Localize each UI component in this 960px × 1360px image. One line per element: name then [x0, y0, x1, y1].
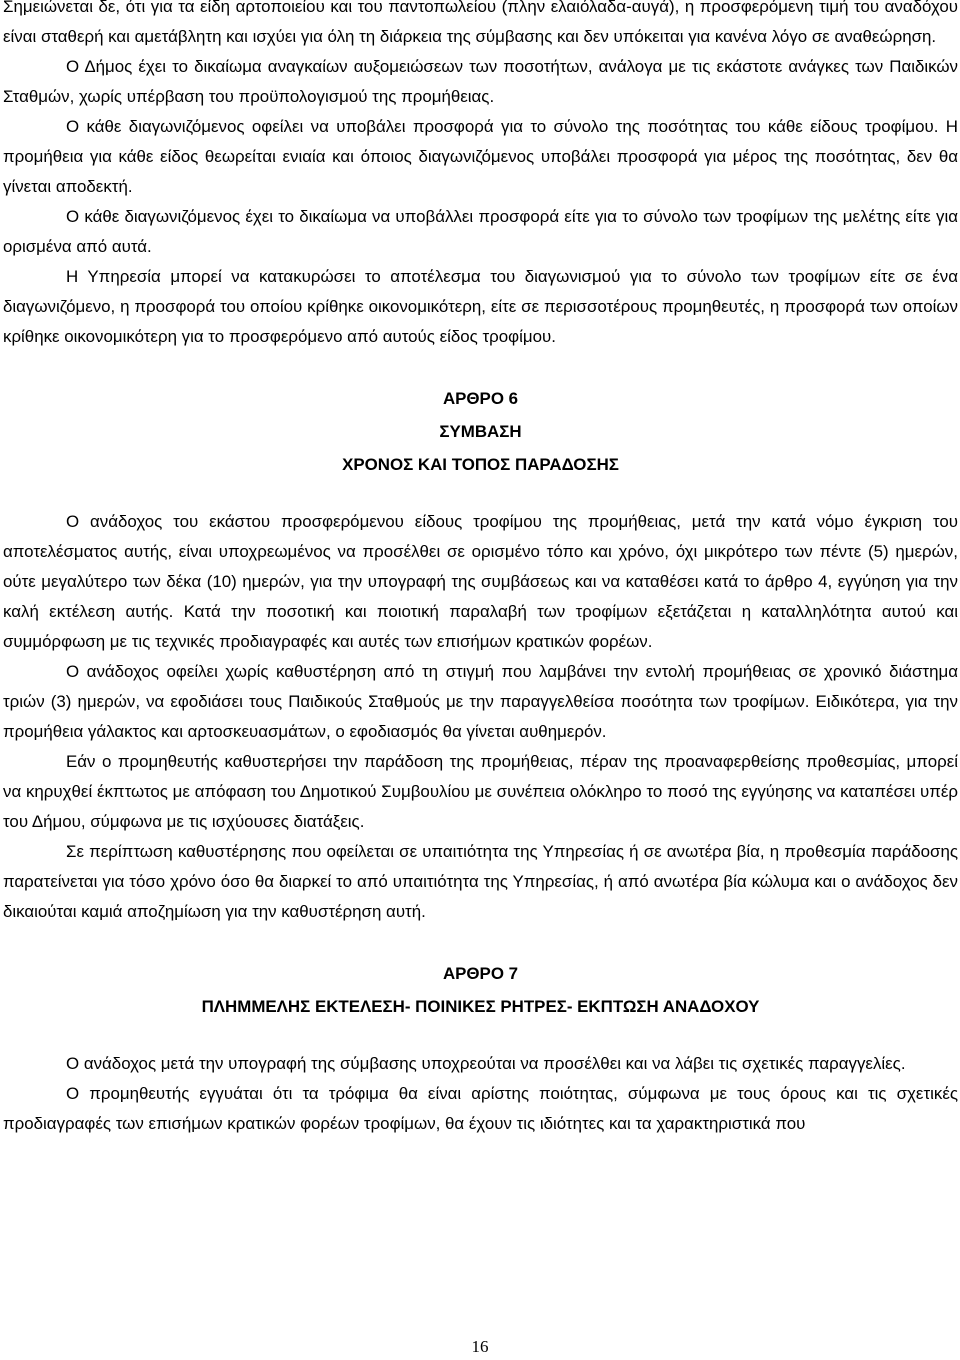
page-number: 16: [471, 1337, 489, 1356]
article-6-paragraph: Ο ανάδοχος οφείλει χωρίς καθυστέρηση από τη στιγμή που λαμβάνει την εντολή προμήθειας σε χρονικό διάστημα τριών (3) ημερών, να εφοδιάσει τους Παιδικούς Σταθμούς με την παραγγελθείσα ποσότητα των τροφίμων. Ειδικότερα, για την προμήθεια γάλακτος και αρτοσκευασμάτων, ο εφοδιασμός θα γίνεται αυθημερόν.: [3, 662, 958, 741]
article-6-number: ΑΡΘΡΟ 6: [442, 389, 519, 408]
spacer: [3, 1023, 958, 1049]
article-7-title: ΠΛΗΜΜΕΛΗΣ ΕΚΤΕΛΕΣΗ- ΠΟΙΝΙΚΕΣ ΡΗΤΡΕΣ- ΕΚΠΤΩΣΗ ΑΝΑΔΟΧΟΥ: [201, 997, 760, 1016]
article-6-paragraph: Σε περίπτωση καθυστέρησης που οφείλεται σε υπαιτιότητα της Υπηρεσίας ή σε ανωτέρα βία, η προθεσμία παράδοσης παρατείνεται για τόσο χρόνο όσο θα διαρκεί το από υπαιτιότητα της Υπηρεσίας, ή από ανωτέρα βία κώλυμα και ο ανάδοχος δεν δικαιούται καμιά αποζημίωση για την καθυστέρηση αυτή.: [3, 842, 958, 921]
spacer: [3, 927, 958, 957]
article-7-paragraph: Ο ανάδοχος μετά την υπογραφή της σύμβασης υποχρεούται να προσέλθει και να λάβει τις σχετικές παραγγελίες.: [66, 1054, 906, 1073]
spacer: [3, 352, 958, 382]
article-6-paragraph: Ο ανάδοχος του εκάστου προσφερόμενου είδους τροφίμου της προμήθειας, μετά την κατά νόμο έγκριση του αποτελέσματος αυτής, είναι υποχρεωμένος να προσέλθει σε ορισμένο τόπο και χρόνο, όχι μικρότερο των πέντε (5) ημερών, ούτε μεγαλύτερο των δέκα (10) ημερών, για την υπογραφή της συμβάσεως και να καταθέσει κατά το άρθρο 4, εγγύηση για την καλή εκτέλεση αυτής. Κατά την ποσοτική και ποιοτική παραλαβή των τροφίμων εξετάζεται η καταλληλότητα αυτού και συμμόρφωση με τις τεχνικές προδιαγραφές και αυτές των επισήμων κρατικών φορέων.: [3, 512, 958, 651]
article-7-paragraph: Ο προμηθευτής εγγυάται ότι τα τρόφιμα θα είναι αρίστης ποιότητας, σύμφωνα με τους όρους και τις σχετικές προδιαγραφές των επισήμων κρατικών φορέων τροφίμων, θα έχουν τις ιδιότητες και τα χαρακτηριστικά που: [3, 1084, 958, 1133]
intro-paragraph: Σημειώνεται δε, ότι για τα είδη αρτοποιείου και του παντοπωλείου (πλην ελαιόλαδα-αυγά), η προσφερόμενη τιμή του αναδόχου είναι σταθερή και αμετάβλητη και ισχύει για όλη τη διάρκεια της σύμβασης και δεν υπόκειται για κανένα λόγο σε αναθεώρηση.: [3, 0, 958, 46]
article-6-title: ΣΥΜΒΑΣΗ: [439, 422, 522, 441]
spacer: [3, 481, 958, 507]
document-page: [3, 0, 958, 1139]
article-7-number: ΑΡΘΡΟ 7: [442, 964, 519, 983]
intro-paragraph: Η Υπηρεσία μπορεί να κατακυρώσει το αποτέλεσμα του διαγωνισμού για το σύνολο των τροφίμων είτε σε ένα διαγωνιζόμενο, η προσφορά του οποίου κρίθηκε οικονομικότερη, είτε σε περισσοτέρους προμηθευτές, η προσφορά των οποίων κρίθηκε οικονομικότερη για το προσφερόμενο από αυτούς είδος τροφίμου.: [3, 267, 958, 346]
article-6-subtitle: ΧΡΟΝΟΣ ΚΑΙ ΤΟΠΟΣ ΠΑΡΑΔΟΣΗΣ: [342, 455, 619, 474]
intro-paragraph: Ο κάθε διαγωνιζόμενος οφείλει να υποβάλει προσφορά για το σύνολο της ποσότητας του κάθε είδους τροφίμου. Η προμήθεια για κάθε είδος θεωρείται ενιαία και όποιος διαγωνιζόμενος υποβάλει προσφορά για μέρος της ποσότητας, δεν θα γίνεται αποδεκτή.: [3, 117, 958, 196]
intro-paragraph: Ο Δήμος έχει το δικαίωμα αναγκαίων αυξομειώσεων των ποσοτήτων, ανάλογα με τις εκάστοτε ανάγκες των Παιδικών Σταθμών, χωρίς υπέρβαση του προϋπολογισμού της προμήθειας.: [3, 57, 958, 106]
intro-paragraph: Ο κάθε διαγωνιζόμενος έχει το δικαίωμα να υποβάλλει προσφορά είτε για το σύνολο των τροφίμων της μελέτης είτε για ορισμένα από αυτά.: [3, 207, 958, 256]
article-6-paragraph: Εάν ο προμηθευτής καθυστερήσει την παράδοση της προμήθειας, πέραν της προαναφερθείσης προθεσμίας, μπορεί να κηρυχθεί έκπτωτος με απόφαση του Δημοτικού Συμβουλίου με συνέπεια ολόκληρο το ποσό της εγγύησης να καταπέσει υπέρ του Δήμου, σύμφωνα με τις ισχύουσες διατάξεις.: [3, 752, 958, 831]
